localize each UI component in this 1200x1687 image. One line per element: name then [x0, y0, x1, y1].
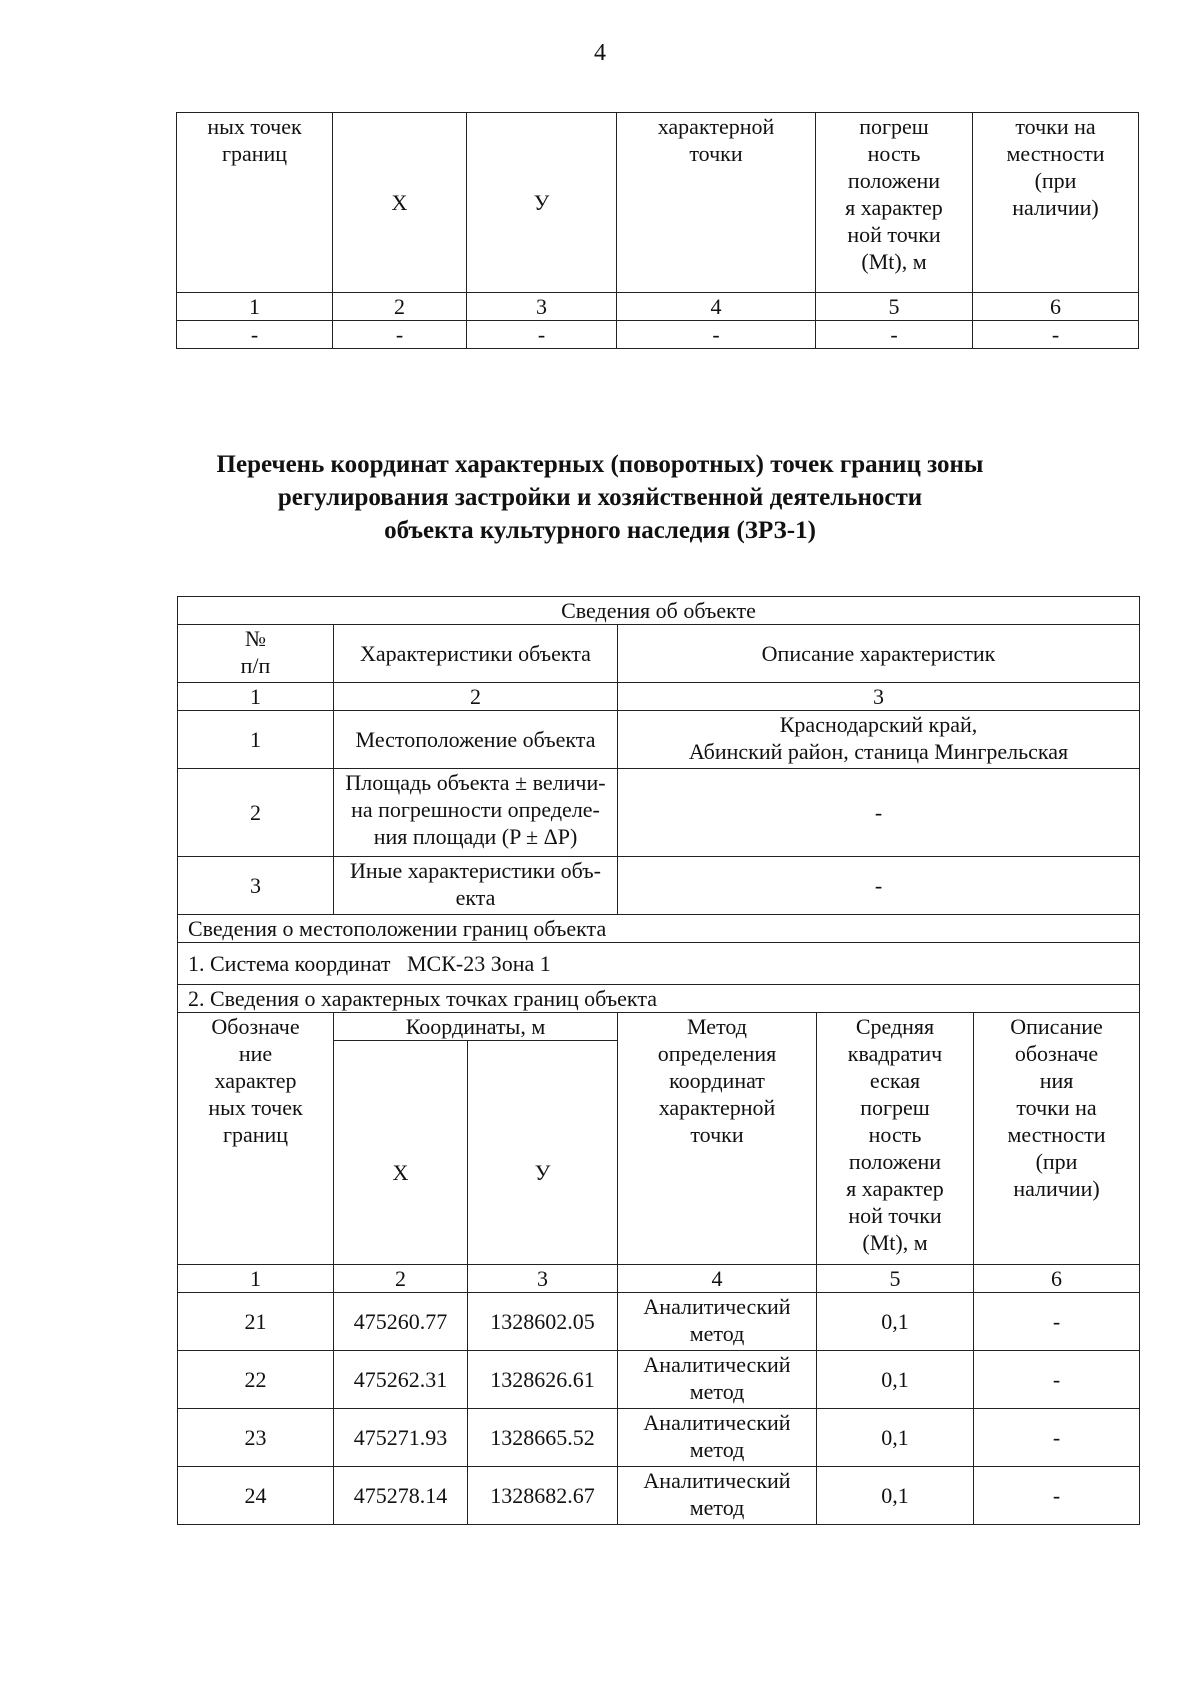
col-number: 4 — [617, 293, 816, 321]
header-x: X — [334, 1041, 468, 1265]
points-column-header-row — [178, 1013, 1140, 1041]
row-name: Иные характеристики объ- екта — [334, 857, 618, 915]
header-y: У — [468, 1041, 618, 1265]
dash-cell: - — [617, 321, 816, 349]
header-error: погреш ность положени я характер ной точки (Mt), м — [816, 113, 973, 293]
point-id: 24 — [178, 1467, 334, 1525]
header-coordinates: Координаты, м — [334, 1013, 618, 1041]
continuation-number-row — [177, 293, 1139, 321]
object-info-table — [177, 596, 1140, 1525]
row-value: Краснодарский край, Абинский район, станица Мингрельская — [618, 711, 1140, 769]
col-number: 6 — [974, 1265, 1140, 1293]
point-desc: - — [974, 1467, 1140, 1525]
point-id: 22 — [178, 1351, 334, 1409]
col-number: 5 — [817, 1265, 974, 1293]
header-characteristics: Характеристики объекта — [334, 625, 618, 683]
point-desc: - — [974, 1351, 1140, 1409]
title-line: объекта культурного наследия (ЗРЗ-1) — [384, 517, 816, 544]
col-number: 2 — [334, 1265, 468, 1293]
row-value: - — [618, 769, 1140, 857]
point-y: 1328602.05 — [468, 1293, 618, 1351]
header-y: У — [467, 113, 617, 293]
dash-cell: - — [467, 321, 617, 349]
row-number: 3 — [178, 857, 334, 915]
col-number: 4 — [618, 1265, 817, 1293]
point-x: 475260.77 — [334, 1293, 468, 1351]
dash-cell: - — [177, 321, 333, 349]
point-mt: 0,1 — [817, 1467, 974, 1525]
points-header-row — [178, 985, 1140, 1013]
header-point-description: Описание обозначе ния точки на местности (при наличии) — [974, 1013, 1140, 1265]
point-mt: 0,1 — [817, 1293, 974, 1351]
col-number: 2 — [333, 293, 467, 321]
col-number: 1 — [177, 293, 333, 321]
point-id: 23 — [178, 1409, 334, 1467]
info-row — [178, 769, 1140, 857]
point-id: 21 — [178, 1293, 334, 1351]
continuation-dash-row — [177, 321, 1139, 349]
points-number-row — [178, 1265, 1140, 1293]
col-number: 6 — [973, 293, 1139, 321]
dash-cell: - — [816, 321, 973, 349]
point-mt: 0,1 — [817, 1409, 974, 1467]
col-number: 2 — [334, 683, 618, 711]
header-number: № п/п — [178, 625, 334, 683]
row-number: 2 — [178, 769, 334, 857]
point-mt: 0,1 — [817, 1351, 974, 1409]
col-number: 1 — [178, 1265, 334, 1293]
coord-system: 1. Система координат МСК-23 Зона 1 — [178, 943, 1140, 985]
coord-system-row — [178, 943, 1140, 985]
point-x: 475271.93 — [334, 1409, 468, 1467]
point-method: Аналитический метод — [618, 1293, 817, 1351]
document-title — [120, 448, 1080, 547]
section-header: Сведения об объекте — [178, 597, 1140, 625]
col-number: 1 — [178, 683, 334, 711]
row-number: 1 — [178, 711, 334, 769]
col-number: 3 — [467, 293, 617, 321]
point-row — [178, 1467, 1140, 1525]
column-header-row — [178, 625, 1140, 683]
continuation-header-row — [177, 113, 1139, 293]
point-method: Аналитический метод — [618, 1409, 817, 1467]
dash-cell: - — [333, 321, 467, 349]
title-line: Перечень координат характерных (поворотных) точек границ зоны — [216, 451, 984, 478]
section-header-row — [178, 597, 1140, 625]
point-y: 1328682.67 — [468, 1467, 618, 1525]
point-y: 1328665.52 — [468, 1409, 618, 1467]
header-x: X — [333, 113, 467, 293]
point-x: 475262.31 — [334, 1351, 468, 1409]
continuation-table — [176, 112, 1139, 349]
header-method: характерной точки — [617, 113, 816, 293]
point-method: Аналитический метод — [618, 1467, 817, 1525]
row-name: Площадь объекта ± величи- на погрешности определе- ния площади (P ± ΔP) — [334, 769, 618, 857]
point-y: 1328626.61 — [468, 1351, 618, 1409]
point-row — [178, 1351, 1140, 1409]
col-number: 3 — [618, 683, 1140, 711]
row-value: - — [618, 857, 1140, 915]
number-row — [178, 683, 1140, 711]
dash-cell: - — [973, 321, 1139, 349]
point-x: 475278.14 — [334, 1467, 468, 1525]
points-header: 2. Сведения о характерных точках границ объекта — [178, 985, 1140, 1013]
header-designation: Обозначе ние характер ных точек границ — [178, 1013, 334, 1265]
info-row — [178, 711, 1140, 769]
point-row — [178, 1409, 1140, 1467]
location-header: Сведения о местоположении границ объекта — [178, 915, 1140, 943]
point-row — [178, 1293, 1140, 1351]
row-name: Местоположение объекта — [334, 711, 618, 769]
header-designation: ных точек границ — [177, 113, 333, 293]
col-number: 3 — [468, 1265, 618, 1293]
header-description: Описание характеристик — [618, 625, 1140, 683]
point-desc: - — [974, 1293, 1140, 1351]
info-row — [178, 857, 1140, 915]
header-error: Средняя квадратич еская погреш ность положени я характер ной точки (Mt), м — [817, 1013, 974, 1265]
col-number: 5 — [816, 293, 973, 321]
location-header-row — [178, 915, 1140, 943]
point-method: Аналитический метод — [618, 1351, 817, 1409]
header-description: точки на местности (при наличии) — [973, 113, 1139, 293]
title-line: регулирования застройки и хозяйственной деятельности — [277, 484, 923, 511]
page-number: 4 — [594, 40, 606, 66]
point-desc: - — [974, 1409, 1140, 1467]
header-method: Метод определения координат характерной точки — [618, 1013, 817, 1265]
